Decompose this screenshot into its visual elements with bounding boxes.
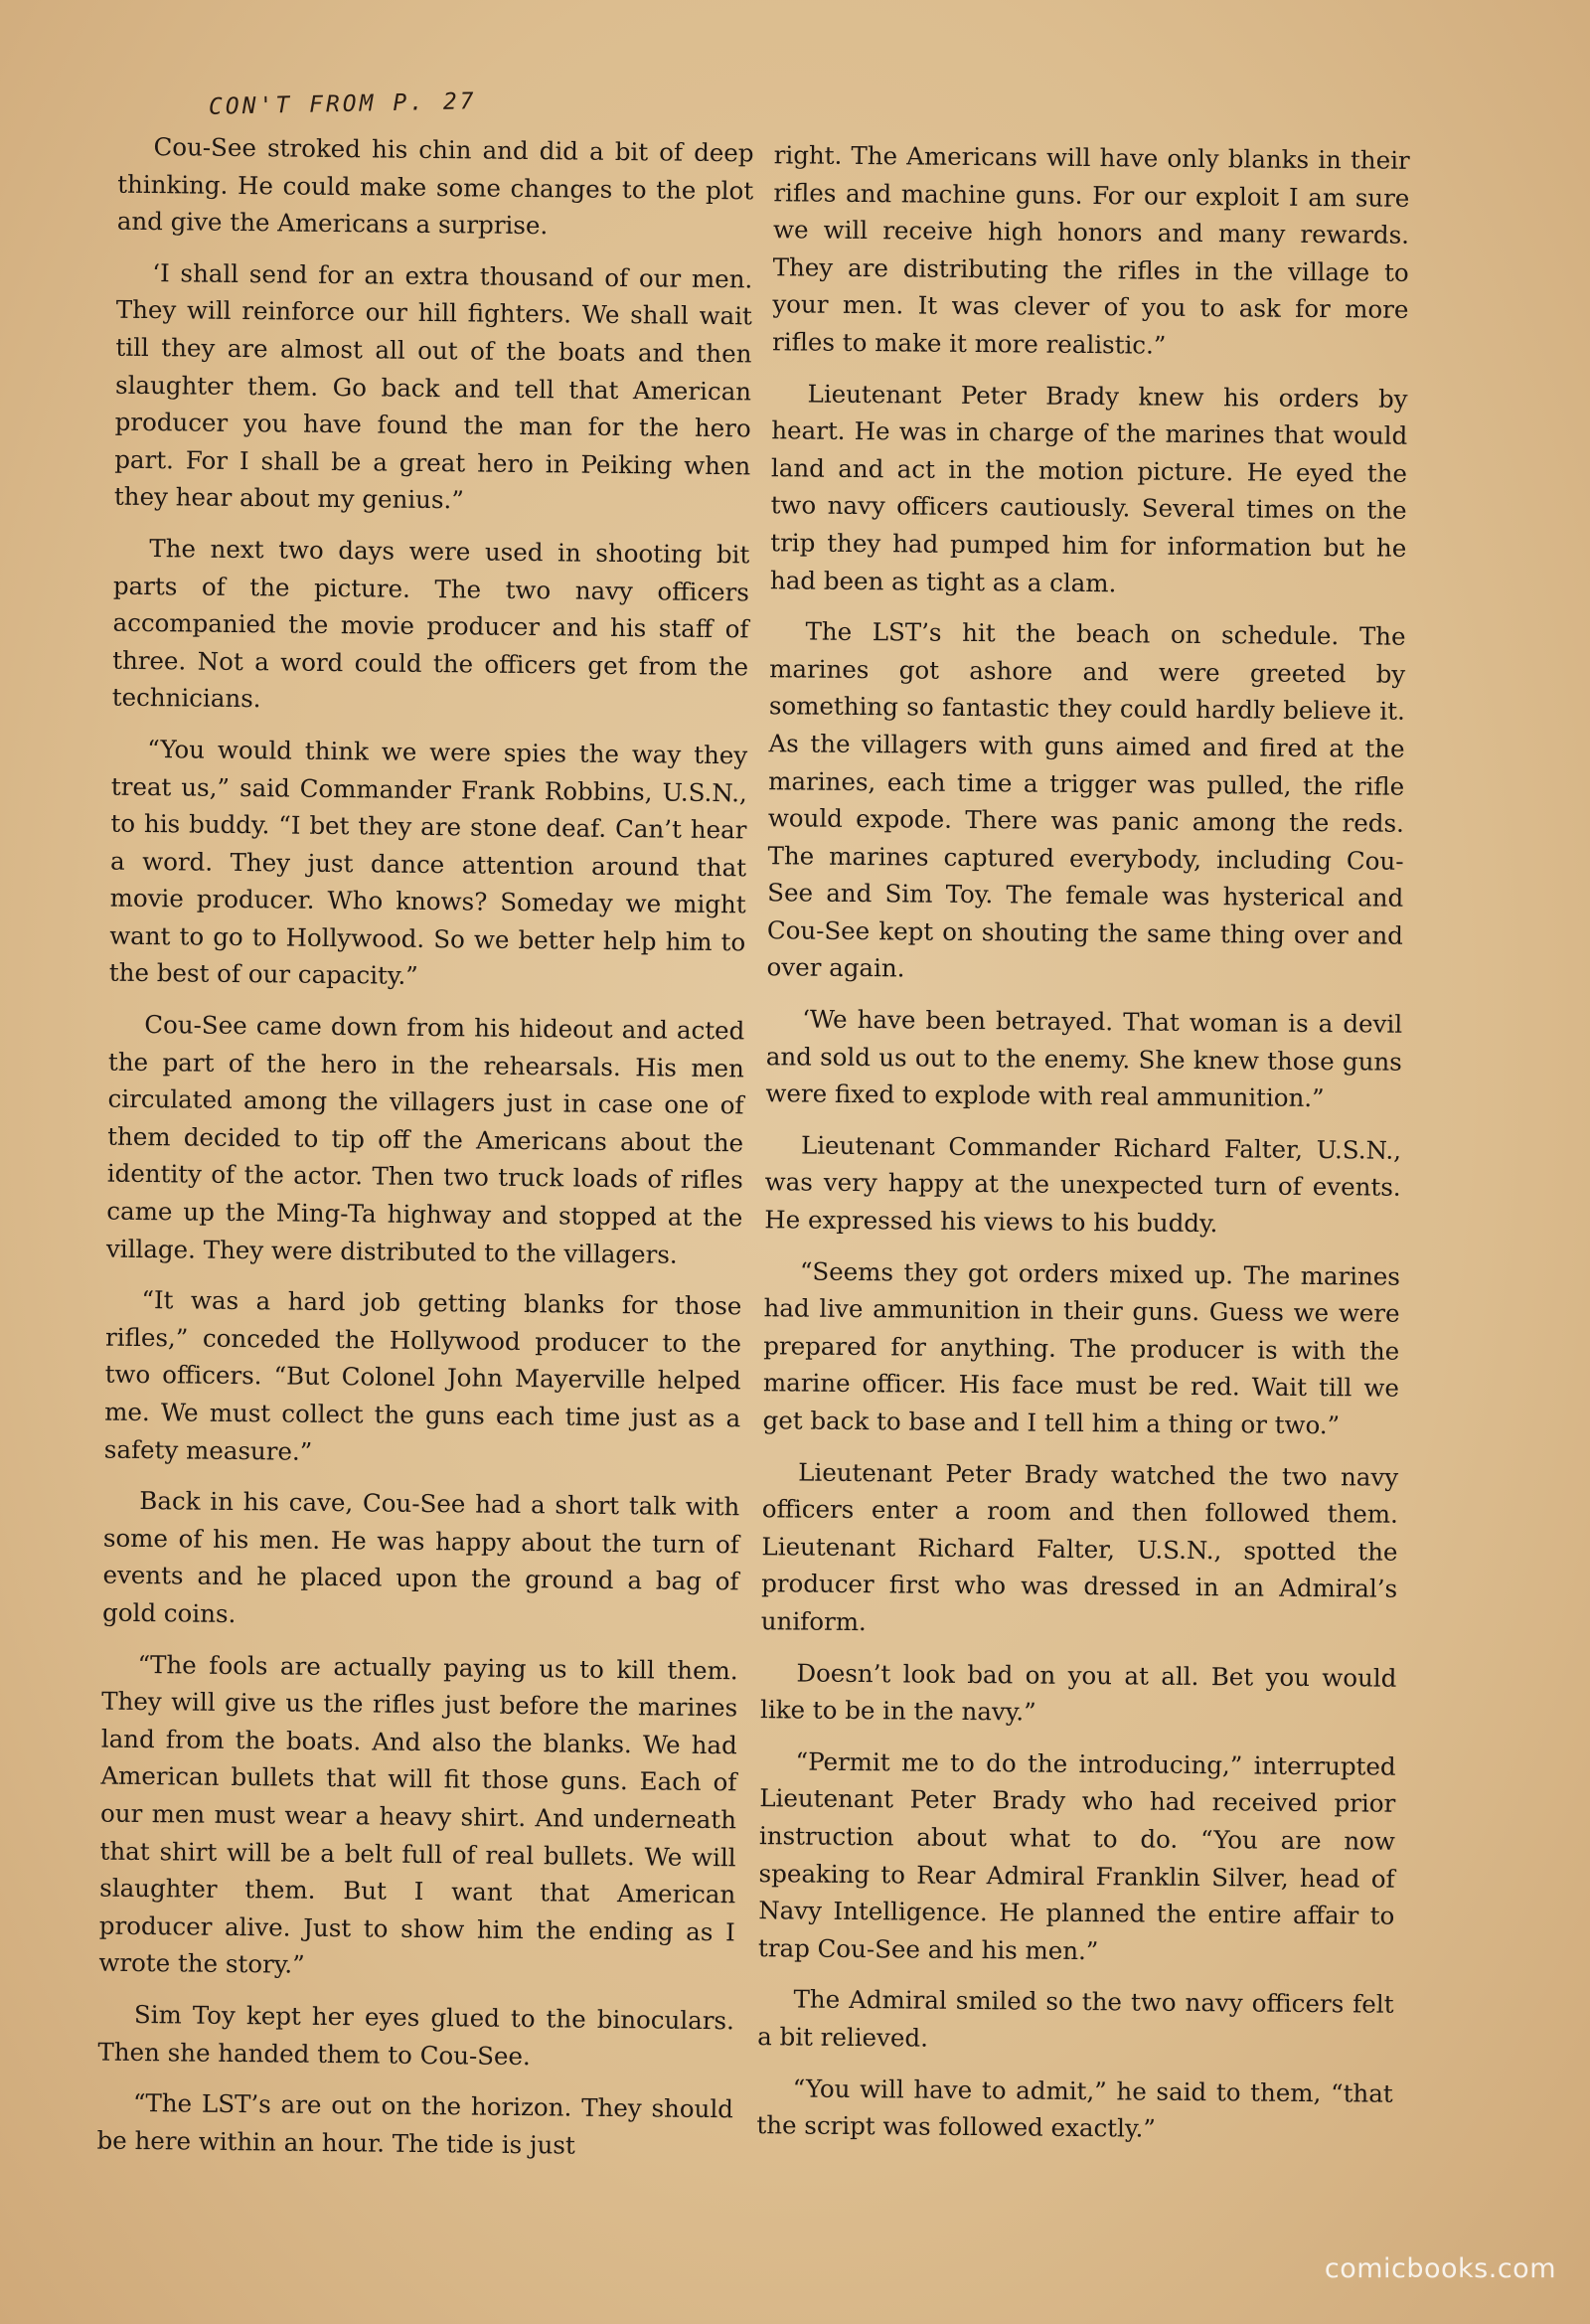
paragraph: Sim Toy kept her eyes glued to the binoculars. Then she handed them to Cou-See. [97, 1999, 735, 2071]
paragraph: Lieutenant Peter Brady knew his orders by heart. He was in charge of the marines that would land and act in the motion picture. He eyed the two navy officers cautiously. Several times on the trip they had pumped him for information but he had been as tight as a clam. [769, 379, 1408, 597]
paragraph: “You would think we were spies the way they treat us,” said Commander Frank Robbins, U.S.N., to his buddy. “I bet they are stone deaf. Can’t hear a word. They just dance attention around that movie producer. Who knows? Someday we might want to go to Hollywood. So we better help him to the best of our capacity.” [108, 734, 748, 991]
paragraph: “The LST’s are out on the horizon. They should be here within an hour. The tide is just [96, 2088, 734, 2160]
paragraph: Cou-See came down from his hideout and acted the part of the hero in the rehearsals. His men circulated among the villagers just in case one of them decided to tip off the Americans about the identity of the actor. Then two truck loads of rifles came up the Ming-Ta highway and stopped at the village. They were distributed to the villagers. [105, 1010, 745, 1269]
paragraph: ‘I shall send for an extra thousand of our men. They will reinforce our hill fighters. We shall wait till they are almost all out of the boats and then slaughter them. Go back and tell that American producer you have found the man for the hero part. For I shall be a great hero in Peiking when they hear about my genius.” [113, 257, 753, 515]
paragraph: The next two days were used in shooting bit parts of the picture. The two navy officers accompanied the movie producer and his staff of three. Not a word could the officers get from the technicians. [111, 533, 750, 714]
paragraph: ‘We have been betrayed. That woman is a devil and sold us out to the enemy. She knew those guns were fixed to explode with real ammunition.” [765, 1004, 1403, 1113]
paragraph: Lieutenant Commander Richard Falter, U.S.N., was very happy at the unexpected turn of events. He expressed his views to his buddy. [764, 1130, 1402, 1239]
left-column [96, 128, 754, 2180]
paragraph: Cou-See stroked his chin and did a bit of deep thinking. He could make some changes to the plot and give the Americans a surprise. [116, 132, 754, 241]
paragraph: “Seems they got orders mixed up. The marines had live ammunition in their guns. Guess we were prepared for anything. The producer is with the marine officer. His face must be red. Wait till we get back to base and I tell him a thing or two.” [762, 1256, 1401, 1440]
paragraph: Doesn’t look bad on you at all. Bet you would like to be in the navy.” [759, 1658, 1397, 1727]
paragraph: “It was a hard job getting blanks for those rifles,” conceded the Hollywood producer to the two officers. “But Colonel John Mayerville helped me. We must collect the guns each time just as a safety measure.” [103, 1285, 742, 1466]
paragraph: “The fools are actually paying us to kill them. They will give us the rifles just before the marines land from the boats. And also the blanks. We had American bullets that will fit those guns. Each of our men must wear a heavy shirt. And underneath that shirt will be a belt full of real bullets. We will slaughter them. But I want that American producer alive. Just to show him the ending as I wrote the story.” [98, 1649, 738, 1980]
right-column [756, 136, 1410, 2163]
paragraph: “Permit me to do the introducing,” interrupted Lieutenant Peter Brady who had received prior instruction about what to do. “You are now speaking to Rear Admiral Franklin Silver, head of Navy Intelligence. He planned the entire affair to trap Cou-See and his men.” [757, 1746, 1396, 1965]
site-watermark: comicbooks.com [1324, 2253, 1556, 2284]
handwritten-note: CON'T FROM P. 27 [208, 88, 477, 120]
paragraph: “You will have to admit,” he said to them, “that the script was followed exactly.” [756, 2073, 1393, 2143]
paragraph: The LST’s hit the beach on schedule. The marines got ashore and were greeted by something so fantastic they could hardly believe it. As the villagers with guns aimed and fired at the marines, each time a trigger was pulled, the rifle would expode. There was panic among the reds. The marines captured everybody, including Cou-See and Sim Toy. The female was hysterical and Cou-See kept on shouting the same thing over and over again. [766, 616, 1406, 983]
paragraph: Back in his cave, Cou-See had a short talk with some of his men. He was happy about the turn of events and he placed upon the ground a bag of gold coins. [101, 1486, 740, 1628]
paragraph: The Admiral smiled so the two navy officers felt a bit relieved. [757, 1984, 1394, 2053]
paragraph: right. The Americans will have only blanks in their rifles and machine guns. For our exploit I am sure we will receive high honors and many rewards. They are distributing the rifles in the village to your men. It was clever of you to ask for more rifles to make it more realistic.” [771, 140, 1410, 360]
paragraph: Lieutenant Peter Brady watched the two navy officers enter a room and then followed them. Lieutenant Richard Falter, U.S.N., spotted the producer first who was dressed in an Admiral’s uniform. [760, 1457, 1399, 1637]
